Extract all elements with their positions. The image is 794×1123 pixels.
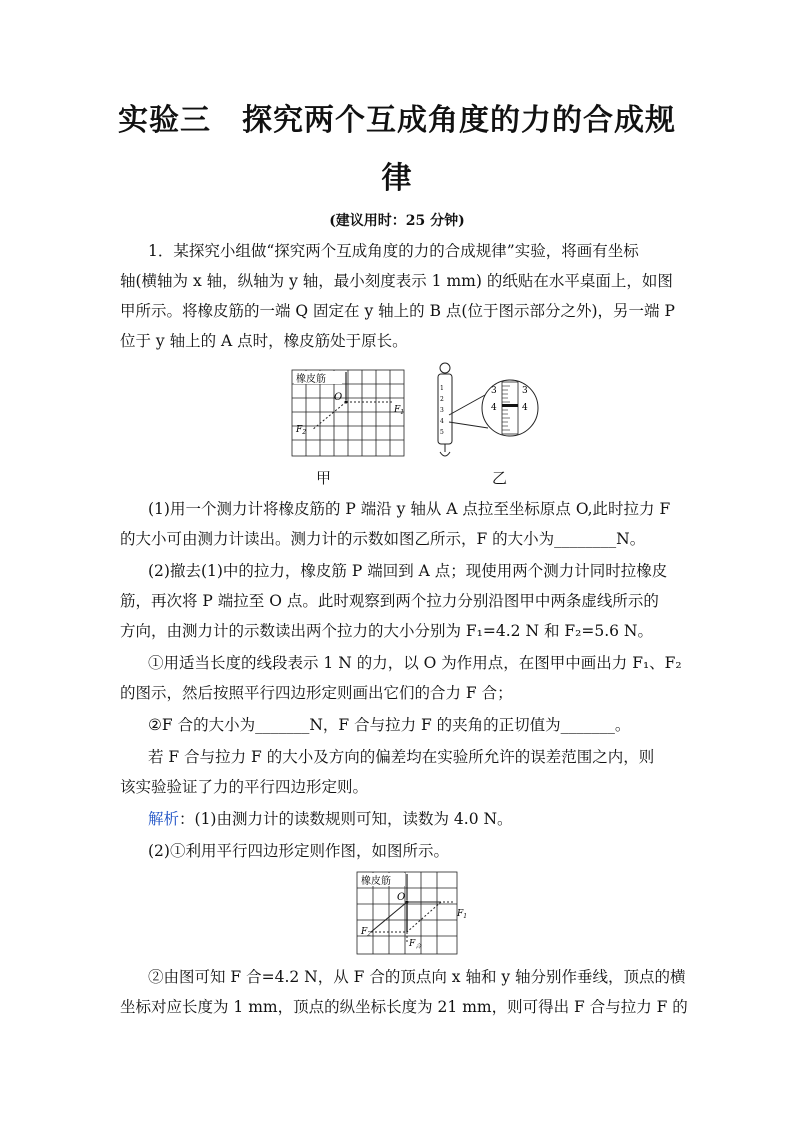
scale-tick: 5	[440, 429, 444, 436]
f1-subscript: 1	[463, 913, 468, 920]
f1-label: F	[394, 405, 401, 415]
question-line: 若 F 合与拉力 F 的大小及方向的偏差均在实验所允许的误差范围之内，则	[148, 748, 655, 766]
scale-tick: 3	[440, 407, 444, 414]
intro-line: 甲所示。将橡皮筋的一端 Q 固定在 y 轴上的 B 点(位于图示部分之外)，另一端 P	[120, 302, 675, 320]
zoom-scale-right: 3	[522, 386, 528, 396]
analysis-text: ：(1)由测力计的读数规则可知，读数为 4.0 N。	[179, 810, 513, 828]
analysis-2	[120, 836, 680, 866]
origin-label: O	[334, 392, 343, 403]
f2-subscript: 2	[367, 931, 372, 938]
question-1	[120, 494, 680, 554]
title-line-1: 实验三 探究两个互成角度的力的合成规	[118, 103, 676, 138]
page-title	[0, 92, 794, 208]
title-line-2: 律	[381, 161, 413, 196]
question-2	[120, 556, 680, 646]
svg-text:F合	[408, 939, 422, 950]
question-line: 的图示，然后按照平行四边形定则画出它们的合力 F 合；	[120, 684, 513, 702]
f-he-label: F	[409, 939, 416, 949]
f-he-subscript: 合	[415, 943, 422, 950]
scale-tick: 1	[440, 385, 444, 392]
figure-jia	[290, 368, 408, 460]
svg-text:F1	[456, 909, 467, 920]
zoom-scale-right: 4	[522, 403, 528, 413]
analysis-label: 解析	[148, 810, 180, 828]
f1-subscript: 1	[400, 409, 405, 416]
f2-label: F	[361, 927, 368, 937]
subtitle: (建议用时：25 分钟)	[329, 213, 465, 229]
question-line: 该实验验证了力的平行四边形定则。	[120, 778, 369, 796]
analysis-text: ②由图可知 F 合=4.2 N，从 F 合的顶点向 x 轴和 y 轴分别作垂线，顶点的横	[148, 968, 686, 986]
svg-text:F2	[295, 425, 306, 436]
question-line: (1)用一个测力计将橡皮筋的 P 端沿 y 轴从 A 点拉至坐标原点 O,此时拉力 F	[148, 500, 671, 518]
caption-jia: 甲	[316, 469, 332, 487]
origin-label: O	[397, 892, 406, 903]
zoom-scale-left: 3	[491, 386, 497, 396]
caption-yi: 乙	[492, 469, 508, 487]
scale-tick: 2	[440, 396, 444, 403]
svg-text:F2	[360, 927, 371, 938]
analysis-3	[120, 962, 688, 1022]
analysis-text: (2)①利用平行四边形定则作图，如图所示。	[148, 842, 449, 860]
intro-line: 轴(横轴为 x 轴，纵轴为 y 轴，最小刻度表示 1 mm) 的纸贴在水平桌面上，如图	[120, 272, 673, 290]
analysis-text: 坐标对应长度为 1 mm，顶点的纵坐标长度为 21 mm，则可得出 F 合与拉力 F 的	[120, 998, 688, 1016]
figure-solution	[355, 870, 473, 958]
question-3	[120, 742, 680, 802]
question-2b	[120, 710, 680, 740]
intro-paragraph	[120, 236, 680, 356]
analysis-1	[120, 804, 680, 834]
f2-subscript: 2	[302, 429, 307, 436]
question-2a	[120, 648, 680, 708]
zoom-scale-left: 4	[491, 403, 497, 413]
question-line: (2)撤去(1)中的拉力，橡皮筋 P 端回到 A 点；现使用两个测力计同时拉橡皮	[148, 562, 668, 580]
rubber-band-label: 橡皮筋	[361, 876, 391, 887]
f1-label: F	[457, 909, 464, 919]
question-line: ①用适当长度的线段表示 1 N 的力，以 O 为作用点，在图甲中画出力 F₁、F₂	[148, 654, 682, 672]
intro-line: 1．某探究小组做“探究两个互成角度的力的合成规律”实验，将画有坐标	[148, 242, 639, 260]
question-line: ②F 合的大小为_______N，F 合与拉力 F 的夹角的正切值为_______。	[148, 716, 631, 734]
question-line: 方向，由测力计的示数读出两个拉力的大小分别为 F₁=4.2 N 和 F₂=5.6 N。	[120, 622, 653, 640]
scale-tick: 4	[440, 418, 444, 425]
svg-text:F1	[393, 405, 404, 416]
figure-yi-spring-scale	[430, 360, 540, 462]
f2-label: F	[296, 425, 303, 435]
question-line: 的大小可由测力计读出。测力计的示数如图乙所示，F 的大小为________N。	[120, 530, 646, 548]
question-line: 筋，再次将 P 端拉至 O 点。此时观察到两个拉力分别沿图甲中两条虚线所示的	[120, 592, 659, 610]
rubber-band-label: 橡皮筋	[296, 374, 326, 385]
intro-line: 位于 y 轴上的 A 点时，橡皮筋处于原长。	[120, 332, 408, 350]
